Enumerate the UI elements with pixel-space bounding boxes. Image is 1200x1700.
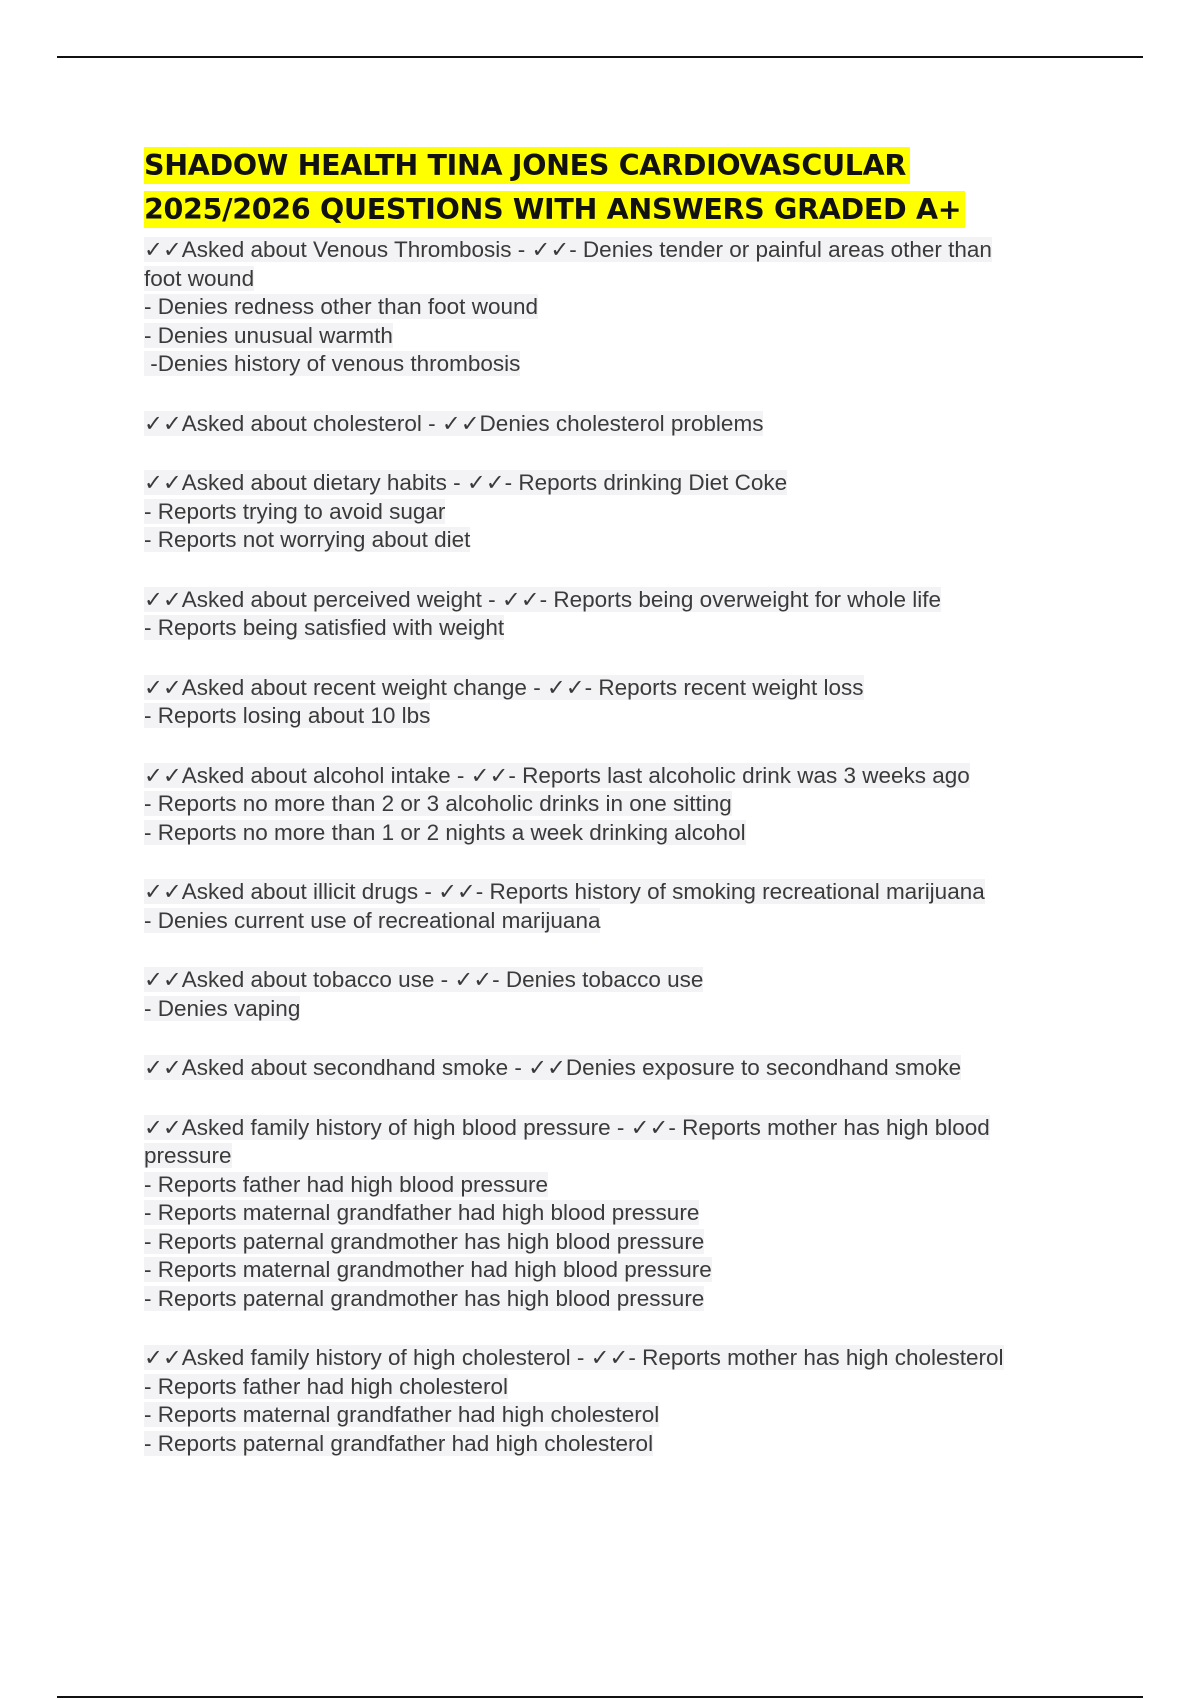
line-text: - Reports losing about 10 lbs <box>144 703 431 728</box>
answer-detail-line <box>144 1199 1144 1228</box>
title-line-2: 2025/2026 QUESTIONS WITH ANSWERS GRADED A+ <box>144 191 965 228</box>
answer-detail-line <box>144 1171 1144 1200</box>
answer-detail-line <box>144 1373 1144 1402</box>
line-text: - Reports father had high cholesterol <box>144 1373 508 1399</box>
answer-detail-line <box>144 790 1144 819</box>
line-text: - Reports maternal grandfather had high cholesterol <box>144 1402 660 1427</box>
line-text: foot wound <box>144 265 255 291</box>
line-text: ✓✓Asked about dietary habits - ✓✓- Reports drinking Diet Coke <box>144 470 788 495</box>
line-text: - Reports paternal grandmother has high blood pressure <box>144 1285 705 1311</box>
line-text: ✓✓Asked family history of high blood pressure - ✓✓- Reports mother has high blood <box>144 1114 990 1140</box>
qa-entry <box>144 410 1144 439</box>
qa-entry <box>144 1344 1144 1458</box>
answer-detail-line <box>144 1401 1144 1430</box>
line-text: ✓✓Asked about illicit drugs - ✓✓- Reports history of smoking recreational marijuana <box>144 879 985 904</box>
line-text: - Reports no more than 1 or 2 nights a week drinking alcohol <box>144 819 746 845</box>
question-answer-line <box>144 236 1144 265</box>
line-text: ✓✓Asked about recent weight change - ✓✓- Reports recent weight loss <box>144 674 864 700</box>
answer-detail-line <box>144 819 1144 848</box>
line-text: ✓✓Asked about alcohol intake - ✓✓- Reports last alcoholic drink was 3 weeks ago <box>144 762 970 788</box>
line-text: - Reports no more than 2 or 3 alcoholic drinks in one sitting <box>144 791 732 816</box>
line-text: -Denies history of venous thrombosis <box>144 351 521 376</box>
line-text: - Denies unusual warmth <box>144 322 393 348</box>
answer-detail-line <box>144 350 1144 379</box>
answer-detail-line <box>144 907 1144 936</box>
qa-entry <box>144 966 1144 1023</box>
answer-detail-line <box>144 526 1144 555</box>
line-text: - Reports paternal grandfather had high cholesterol <box>144 1430 654 1456</box>
qa-entry <box>144 1054 1144 1083</box>
line-text: ✓✓Asked about cholesterol - ✓✓Denies cholesterol problems <box>144 410 764 436</box>
answer-detail-line <box>144 498 1144 527</box>
title-line-1: SHADOW HEALTH TINA JONES CARDIOVASCULAR <box>144 147 910 184</box>
answer-detail-line <box>144 1430 1144 1459</box>
line-text: ✓✓Asked about tobacco use - ✓✓- Denies tobacco use <box>144 967 704 992</box>
qa-entry <box>144 878 1144 935</box>
line-text: - Reports paternal grandmother has high blood pressure <box>144 1228 705 1254</box>
qa-entry <box>144 469 1144 555</box>
qa-entry <box>144 236 1144 379</box>
line-text: - Reports father had high blood pressure <box>144 1171 548 1197</box>
line-text: ✓✓Asked about perceived weight - ✓✓- Reports being overweight for whole life <box>144 586 942 612</box>
answer-detail-line <box>144 1228 1144 1257</box>
line-text: - Denies vaping <box>144 995 301 1021</box>
line-text: - Denies redness other than foot wound <box>144 294 538 319</box>
answer-detail-line <box>144 1285 1144 1314</box>
line-text: ✓✓Asked family history of high cholesterol - ✓✓- Reports mother has high cholesterol <box>144 1345 1004 1370</box>
line-text: pressure <box>144 1143 232 1168</box>
line-text: - Reports trying to avoid sugar <box>144 498 446 524</box>
answer-detail-line <box>144 614 1144 643</box>
answer-detail-line <box>144 702 1144 731</box>
question-answer-line <box>144 469 1144 498</box>
question-answer-line <box>144 1114 1144 1143</box>
line-text: ✓✓Asked about secondhand smoke - ✓✓Denies exposure to secondhand smoke <box>144 1055 962 1080</box>
line-text: - Reports being satisfied with weight <box>144 615 505 640</box>
question-answer-line <box>144 878 1144 907</box>
question-answer-line <box>144 410 1144 439</box>
document-title <box>144 144 1144 232</box>
qa-list <box>144 236 1144 1458</box>
answer-detail-line <box>144 322 1144 351</box>
answer-detail-line <box>144 995 1144 1024</box>
line-text: ✓✓Asked about Venous Thrombosis - ✓✓- Denies tender or painful areas other than <box>144 237 992 262</box>
line-text: - Reports maternal grandmother had high blood pressure <box>144 1257 712 1282</box>
line-text: - Reports not worrying about diet <box>144 527 471 552</box>
question-answer-line <box>144 586 1144 615</box>
qa-entry <box>144 586 1144 643</box>
qa-entry <box>144 674 1144 731</box>
qa-entry <box>144 1114 1144 1314</box>
top-rule <box>57 56 1143 58</box>
line-text: - Reports maternal grandfather had high blood pressure <box>144 1200 700 1225</box>
answer-detail-line <box>144 1142 1144 1171</box>
question-answer-line <box>144 762 1144 791</box>
question-answer-line <box>144 674 1144 703</box>
question-answer-line <box>144 1054 1144 1083</box>
document-body <box>144 144 1144 1489</box>
answer-detail-line <box>144 293 1144 322</box>
answer-detail-line <box>144 1256 1144 1285</box>
qa-entry <box>144 762 1144 848</box>
question-answer-line <box>144 1344 1144 1373</box>
line-text: - Denies current use of recreational marijuana <box>144 907 601 933</box>
question-answer-line <box>144 966 1144 995</box>
bottom-rule <box>57 1696 1143 1698</box>
answer-detail-line <box>144 265 1144 294</box>
